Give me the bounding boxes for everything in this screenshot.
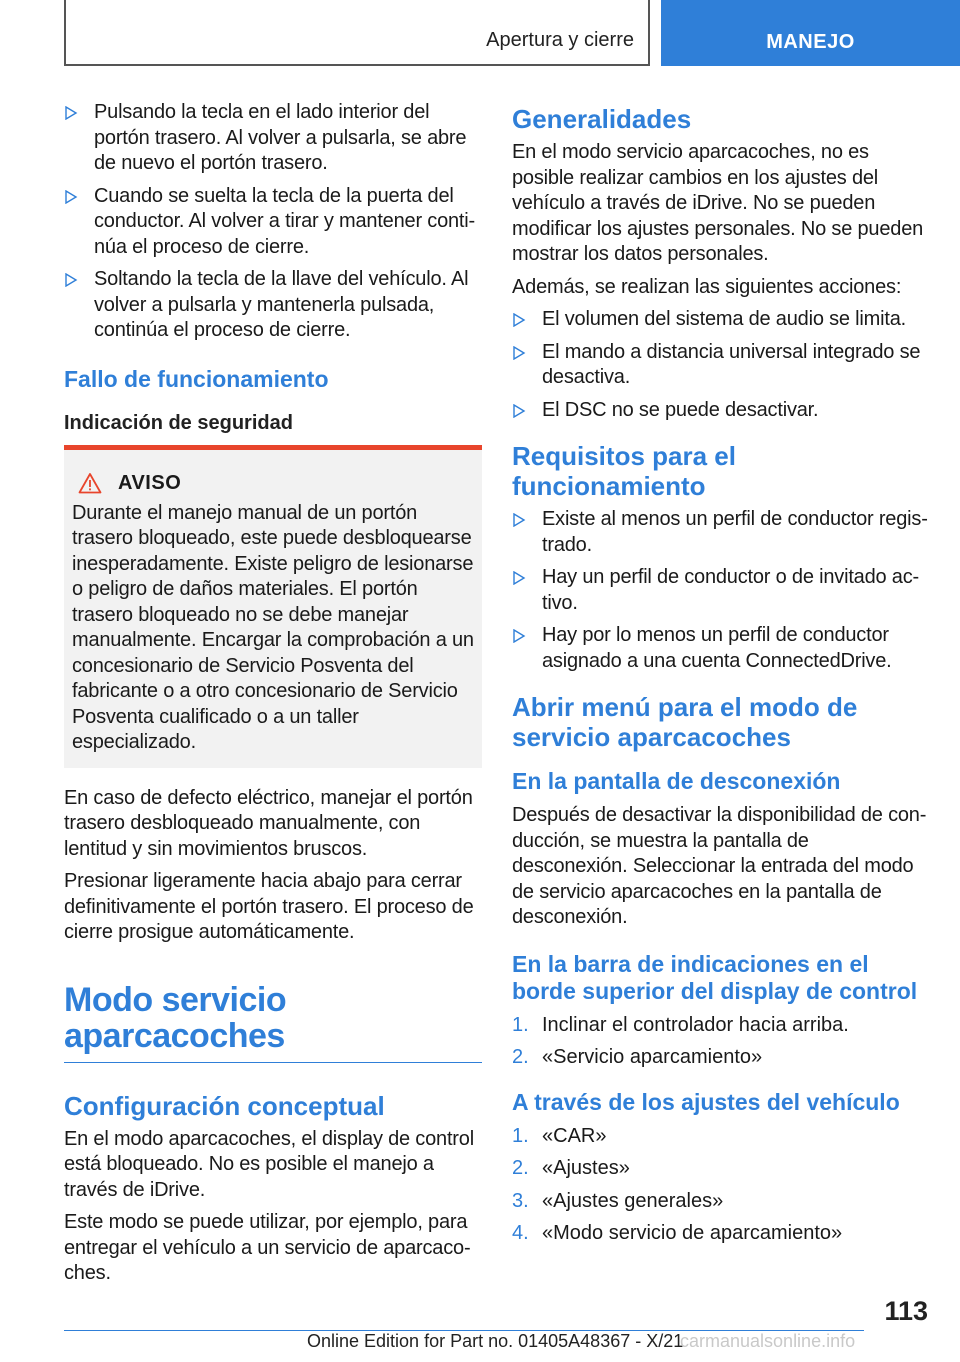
triangle-bullet-icon [512, 404, 526, 418]
list-item-text: Hay un perfil de conductor o de invitado activo. [542, 566, 920, 614]
step-text: «Modo servicio de aparcamiento» [542, 1222, 843, 1244]
tab-label: MANEJO [766, 31, 855, 53]
header-tab[interactable] [661, 0, 960, 66]
list-item-text: Existe al menos un perfil de conductor registrado. [542, 508, 928, 556]
heading-abrir-menu: Abrir menú para el modo de servicio aparcacoches [512, 692, 858, 752]
list-item [64, 100, 482, 177]
step-number: 2. [512, 1157, 529, 1179]
step-item [512, 1156, 928, 1182]
warning-box [64, 445, 482, 768]
step-item [512, 1221, 928, 1247]
step-number: 4. [512, 1222, 529, 1244]
heading-barra: En la barra de indicaciones en el borde superior del display de control [512, 950, 918, 1004]
list-item-text: El volumen del sistema de audio se limita. [542, 308, 907, 330]
paragraph-presionar: Presionar ligeramente hacia abajo para cerrar definitivamente el portón trasero. El proceso de cierre prosigue automáticamente. [64, 870, 474, 943]
list-item [64, 184, 482, 261]
step-text: «Ajustes» [542, 1157, 630, 1179]
paragraph-config-1: En el modo aparcacoches, el display de control está bloqueado. No es posible el manejo a través de iDrive. [64, 1127, 474, 1201]
paragraph-ademas: Además, se realizan las siguientes acciones: [512, 275, 902, 298]
step-item [512, 1124, 928, 1150]
list-item [512, 507, 928, 558]
list-item-text: Soltando la tecla de la llave del vehículo. Al volver a pulsarla y mantenerla pulsada, continúa el proceso de cierre. [94, 268, 469, 341]
triangle-bullet-icon [64, 273, 78, 287]
list-item-text: Pulsando la tecla en el lado interior del portón trasero. Al volver a pulsarla, se abre de nuevo el portón trasero. [94, 101, 467, 174]
warning-title: AVISO [118, 471, 182, 494]
heading-modo-servicio: Modo servicio aparcacoches [64, 982, 482, 1063]
paragraph-config-2: Este modo se puede utilizar, por ejemplo, para entregar el vehículo a un servicio de aparcacoches. [64, 1211, 471, 1284]
step-item [512, 1189, 928, 1215]
step-number: 1. [512, 1013, 529, 1036]
heading-indicacion: Indicación de seguridad [64, 411, 293, 434]
step-text: Inclinar el controlador hacia arriba. [542, 1013, 849, 1036]
paragraph-generalidades: En el modo servicio aparcacoches, no es posible realizar cambios en los ajustes del vehículo a través de iDrive. No se pueden modificar los ajustes personales. No se pueden mostrar los datos personales. [512, 141, 924, 265]
step-item [512, 1013, 928, 1039]
heading-generalidades: Generalidades [512, 104, 692, 134]
step-text: «CAR» [542, 1124, 607, 1147]
list-item [512, 398, 928, 424]
triangle-bullet-icon [512, 571, 526, 585]
requisitos-list [512, 507, 928, 674]
barra-steps [512, 1013, 928, 1071]
heading-ajustes: A través de los ajustes del vehículo [512, 1088, 900, 1115]
watermark-text: carmanualsonline.info [680, 1331, 856, 1351]
list-item-text: Hay por lo menos un perfil de conductor asignado a una cuenta ConnectedDrive. [542, 624, 892, 672]
heading-pantalla: En la pantalla de desconexión [512, 768, 841, 794]
triangle-bullet-icon [512, 313, 526, 327]
warning-text: Durante el manejo manual de un portón trasero bloqueado, este puede desbloquearse inesperadamente. Existe peligro de lesionarse o peligro de daños materiales. El portón trasero bloqueado no se debe manejar manualmente. Encargar la comprobación a un concesionario de Servicio Posventa del fabricante o a otro concesionario de Servicio Posventa cualificado o a un taller especializado. [72, 501, 474, 753]
acciones-list [512, 307, 928, 423]
ajustes-steps [512, 1124, 928, 1247]
triangle-bullet-icon [512, 346, 526, 360]
left-column [64, 100, 482, 1294]
step-number: 2. [512, 1046, 529, 1068]
step-item [512, 1045, 928, 1071]
list-item-text: El DSC no se puede desactivar. [542, 398, 819, 421]
section-title: Apertura y cierre [486, 29, 634, 51]
step-number: 3. [512, 1189, 529, 1212]
triangle-bullet-icon [64, 106, 78, 120]
triangle-bullet-icon [512, 513, 526, 527]
step-text: «Servicio aparcamiento» [542, 1046, 763, 1068]
edition-text: Online Edition for Part no. 01405A48367 - X/21 [307, 1331, 684, 1351]
heading-fallo: Fallo de funcionamiento [64, 365, 329, 392]
list-item-text: Cuando se suelta la tecla de la puerta del conductor. Al volver a tirar y mantener continúa el proceso de cierre. [94, 184, 476, 258]
tailgate-close-list [64, 100, 482, 344]
list-item [512, 623, 928, 674]
warning-triangle-icon [78, 472, 102, 494]
triangle-bullet-icon [512, 629, 526, 643]
heading-requisitos: Requisitos para el funcionamiento [512, 441, 736, 501]
step-text: «Ajustes generales» [542, 1189, 724, 1212]
list-item-text: El mando a distancia universal integrado se desactiva. [542, 340, 921, 388]
header-section [64, 0, 650, 66]
page-number: 113 [884, 1296, 928, 1326]
warning-header [72, 472, 474, 495]
list-item [512, 565, 928, 616]
list-item [64, 267, 482, 344]
list-item [512, 340, 928, 391]
paragraph-defecto: En caso de defecto eléctrico, manejar el portón trasero desbloqueado manualmente, con lentitud y sin movimientos bruscos. [64, 786, 473, 860]
right-column [512, 100, 928, 1254]
triangle-bullet-icon [64, 190, 78, 204]
heading-configuracion: Configuración conceptual [64, 1090, 385, 1121]
list-item [512, 307, 928, 333]
step-number: 1. [512, 1124, 529, 1147]
paragraph-pantalla: Después de desactivar la disponibilidad de conducción, se muestra la pantalla de desconexión. Seleccionar la entrada del modo de servicio aparcacoches en la pantalla de desconexión. [512, 804, 927, 928]
